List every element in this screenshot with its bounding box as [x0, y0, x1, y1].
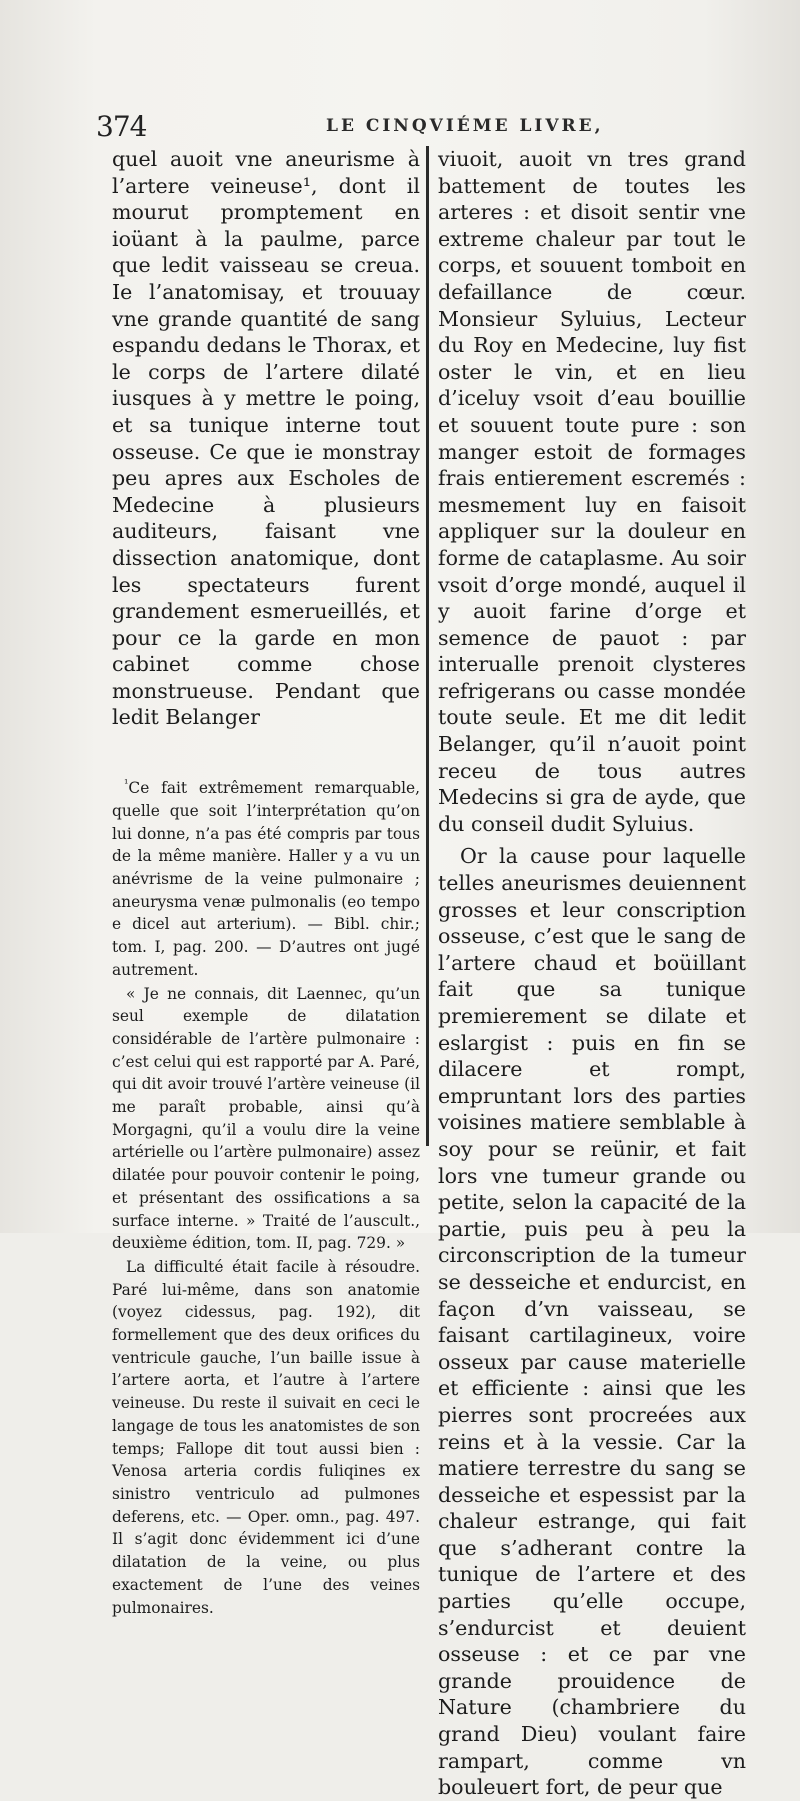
left-body-paragraph: quel auoit vne aneurisme à l’artere veineuse¹, dont il mourut promptement en ioüant à la paulme, parce que ledit vaisseau se creua. Ie l’anatomisay, et trouuay vne grande quantité de sang espandu dedans le Thorax, et le corps de l’artere dilaté iusques à y mettre le poing, et sa tunique interne tout osseuse. Ce que ie monstray peu apres aux Escholes de Medecine à plusieurs auditeurs, faisant vne dissection anatomique, dont les spectateurs furent grandement esmerueillés, et pour ce la garde en mon cabinet comme chose monstrueuse. Pendant que ledit Belanger [112, 147, 420, 730]
left-column [112, 146, 420, 1619]
footnote-text-1: Ce fait extrêmement remarquable, quelle que soit l’interprétation qu’on lui donne, n’a pas été compris par tous de la même manière. Haller y a vu un anévrisme de la veine pulmonaire ; aneurysma venæ pulmonalis (eo tempo e dicel aut arterium). — Bibl. chir.; tom. I, pag. 200. — D’autres ont jugé autrement. [112, 779, 420, 979]
column-divider [426, 146, 429, 1146]
right-column [438, 146, 746, 1801]
right-paragraph-2: Or la cause pour laquelle telles aneurismes deuiennent grosses et leur conscription osseuse, c’est que le sang de l’artere chaud et boüillant fait que sa tunique premierement se dilate et eslargist : puis en fin se dilacere et rompt, empruntant lors des parties voisines matiere semblable à soy pour se reünir, et fait lors vne tumeur grande ou petite, selon la capacité de la partie, puis peu à peu la circonscription de la tumeur se desseiche et endurcist, en façon d’vn vaisseau, se faisant cartilagineux, voire osseux par cause materielle et efficiente : ainsi que les pierres sont procreées aux reins et à la vessie. Car la matiere terrestre du sang se desseiche et espessist par la chaleur estrange, qui fait que s’adherant contre la tunique de l’artere et des parties qu’elle occupe, s’endurcist et deuient osseuse : et ce par vne grande prouidence de Nature (chambriere du grand Dieu) voulant faire rampart, comme vn bouleuert fort, de peur que [438, 844, 746, 1800]
page-header [96, 110, 756, 143]
footnote-marker: ¹ [124, 777, 129, 791]
running-title: LE CINQVIÉME LIVRE, [326, 116, 604, 136]
footnote-paragraph-3: La difficulté était facile à résoudre. Paré lui-même, dans son anatomie (voyez cidessus, pag. 192), dit formellement que des deux orifices du ventricule gauche, l’un baille issue à l’artere aorta, et l’autre à l’artere veineuse. Du reste il suivait en ceci le langage de tous les anatomistes de son temps; Fallope dit tout aussi bien : Venosa arteria cordis fuliqines ex sinistro ventriculo ad pulmones deferens, etc. — Oper. omn., pag. 497. Il s’agit donc évidemment ici d’une dilatation de la veine, ou plus exactement de l’une des veines pulmonaires. [112, 1257, 420, 1617]
footnote-paragraph-1 [112, 773, 420, 981]
right-paragraph-1: viuoit, auoit vn tres grand battement de toutes les arteres : et disoit sentir vne extreme chaleur par tout le corps, et souuent tomboit en defaillance de cœur. Monsieur Syluius, Lecteur du Roy en Medecine, luy fist oster le vin, et en lieu d’iceluy vsoit d’eau bouillie et souuent toute pure : son manger estoit de formages frais entierement escremés : mesmement luy en faisoit appliquer sur la douleur en forme de cataplasme. Au soir vsoit d’orge mondé, auquel il y auoit farine d’orge et semence de pauot : par interualle prenoit clysteres refrigerans ou casse mondée toute seule. Et me dit ledit Belanger, qu’il n’auoit point receu de tous autres Medecins si gra de ayde, que du conseil dudit Syluius. [438, 147, 746, 836]
footnote-paragraph-2: « Je ne connais, dit Laennec, qu’un seul exemple de dilatation considérable de l’artère pulmonaire : c’est celui qui est rapporté par A. Paré, qui dit avoir trouvé l’artère veineuse (il me paraît probable, ainsi qu’à Morgagni, qu’il a voulu dire la veine artérielle ou l’artère pulmonaire) assez dilatée pour pouvoir contenir le poing, et présentant des ossifications a sa surface interne. » Traité de l’auscult., deuxième édition, tom. II, pag. 729. » [112, 984, 420, 1253]
page-number: 374 [96, 110, 147, 143]
